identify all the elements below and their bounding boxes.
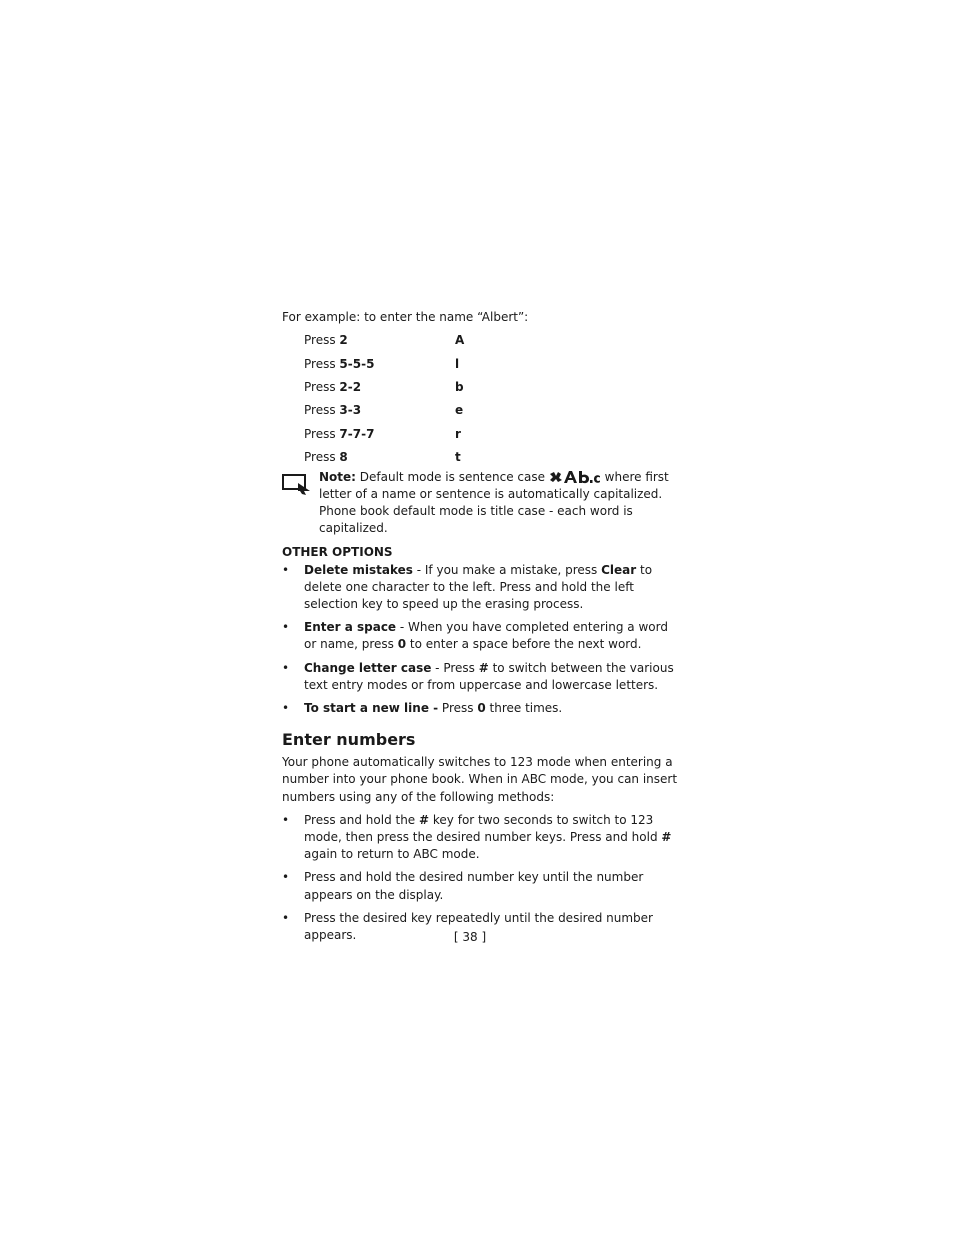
- bullet-icon: •: [282, 700, 290, 715]
- sentence-case-abc-icon: [549, 470, 601, 484]
- list-item: • Press and hold the desired number key until the number appears on the display.: [282, 870, 644, 902]
- note-box: Note: Default mode is sentence case where first letter of a name or sentence is automatically capitalized. Phone book default mode is title case - each word is capitalized.: [282, 469, 682, 538]
- key-row: Press 7-7-7 r: [304, 426, 682, 449]
- key-sequence: 8: [339, 450, 348, 465]
- list-item: • To start a new line - Press 0 three times.: [282, 700, 682, 717]
- key-sequence: 7-7-7: [339, 426, 375, 441]
- page-number: [ 38 ]: [453, 930, 487, 944]
- key-sequence: 2-2: [339, 379, 362, 394]
- note-icon: [282, 473, 312, 495]
- key-sequence: 2: [339, 333, 348, 348]
- key-row: Press 2-2 b: [304, 379, 682, 402]
- bullet-icon: •: [282, 910, 290, 925]
- list-item: • Enter a space - When you have completed entering a word or name, press 0 to enter a space before the next word.: [282, 620, 668, 652]
- result-letter: e: [455, 403, 464, 418]
- result-letter: b: [455, 379, 464, 394]
- enter-numbers-paragraph: Your phone automatically switches to 123 mode when entering a number into your phone book. When in ABC mode, you can insert numbers using any of the following methods:: [282, 755, 678, 804]
- key-row: Press 8 t: [304, 449, 682, 472]
- list-item: • Press the desired key repeatedly until the desired number appears.: [282, 910, 653, 943]
- key-row: Press 3-3 e: [304, 402, 682, 425]
- other-options-list: [282, 562, 682, 718]
- result-letter: l: [455, 356, 460, 371]
- list-item: • Delete mistakes - If you make a mistake, press Clear to delete one character to the left. Press and hold the left selection key to speed up the erasing process.: [282, 562, 653, 611]
- list-item: • Change letter case - Press # to switch between the various text entry modes or from uppercase and lowercase letters.: [282, 660, 674, 692]
- example-intro: For example: to enter the name “Albert”:: [282, 310, 529, 324]
- key-sequence-table: [304, 332, 682, 472]
- key-sequence: 5-5-5: [339, 356, 375, 371]
- manual-page: [282, 309, 682, 950]
- enter-numbers-list: [282, 812, 682, 944]
- bullet-icon: •: [282, 660, 290, 675]
- enter-numbers-heading: Enter numbers: [282, 730, 416, 750]
- key-sequence: 3-3: [339, 403, 362, 418]
- other-options-heading: OTHER OPTIONS: [282, 545, 393, 560]
- note-label: Note:: [319, 469, 356, 484]
- result-letter: r: [455, 426, 461, 441]
- list-item: • Press and hold the # key for two seconds to switch to 123 mode, then press the desired number keys. Press and hold # again to return to ABC mode.: [282, 812, 672, 862]
- bullet-icon: •: [282, 562, 290, 577]
- result-letter: A: [455, 333, 465, 348]
- bullet-icon: •: [282, 620, 290, 635]
- key-row: Press 5-5-5 l: [304, 356, 682, 379]
- key-row: Press 2 A: [304, 332, 682, 355]
- result-letter: t: [455, 450, 461, 465]
- bullet-icon: •: [282, 870, 290, 885]
- bullet-icon: •: [282, 812, 290, 827]
